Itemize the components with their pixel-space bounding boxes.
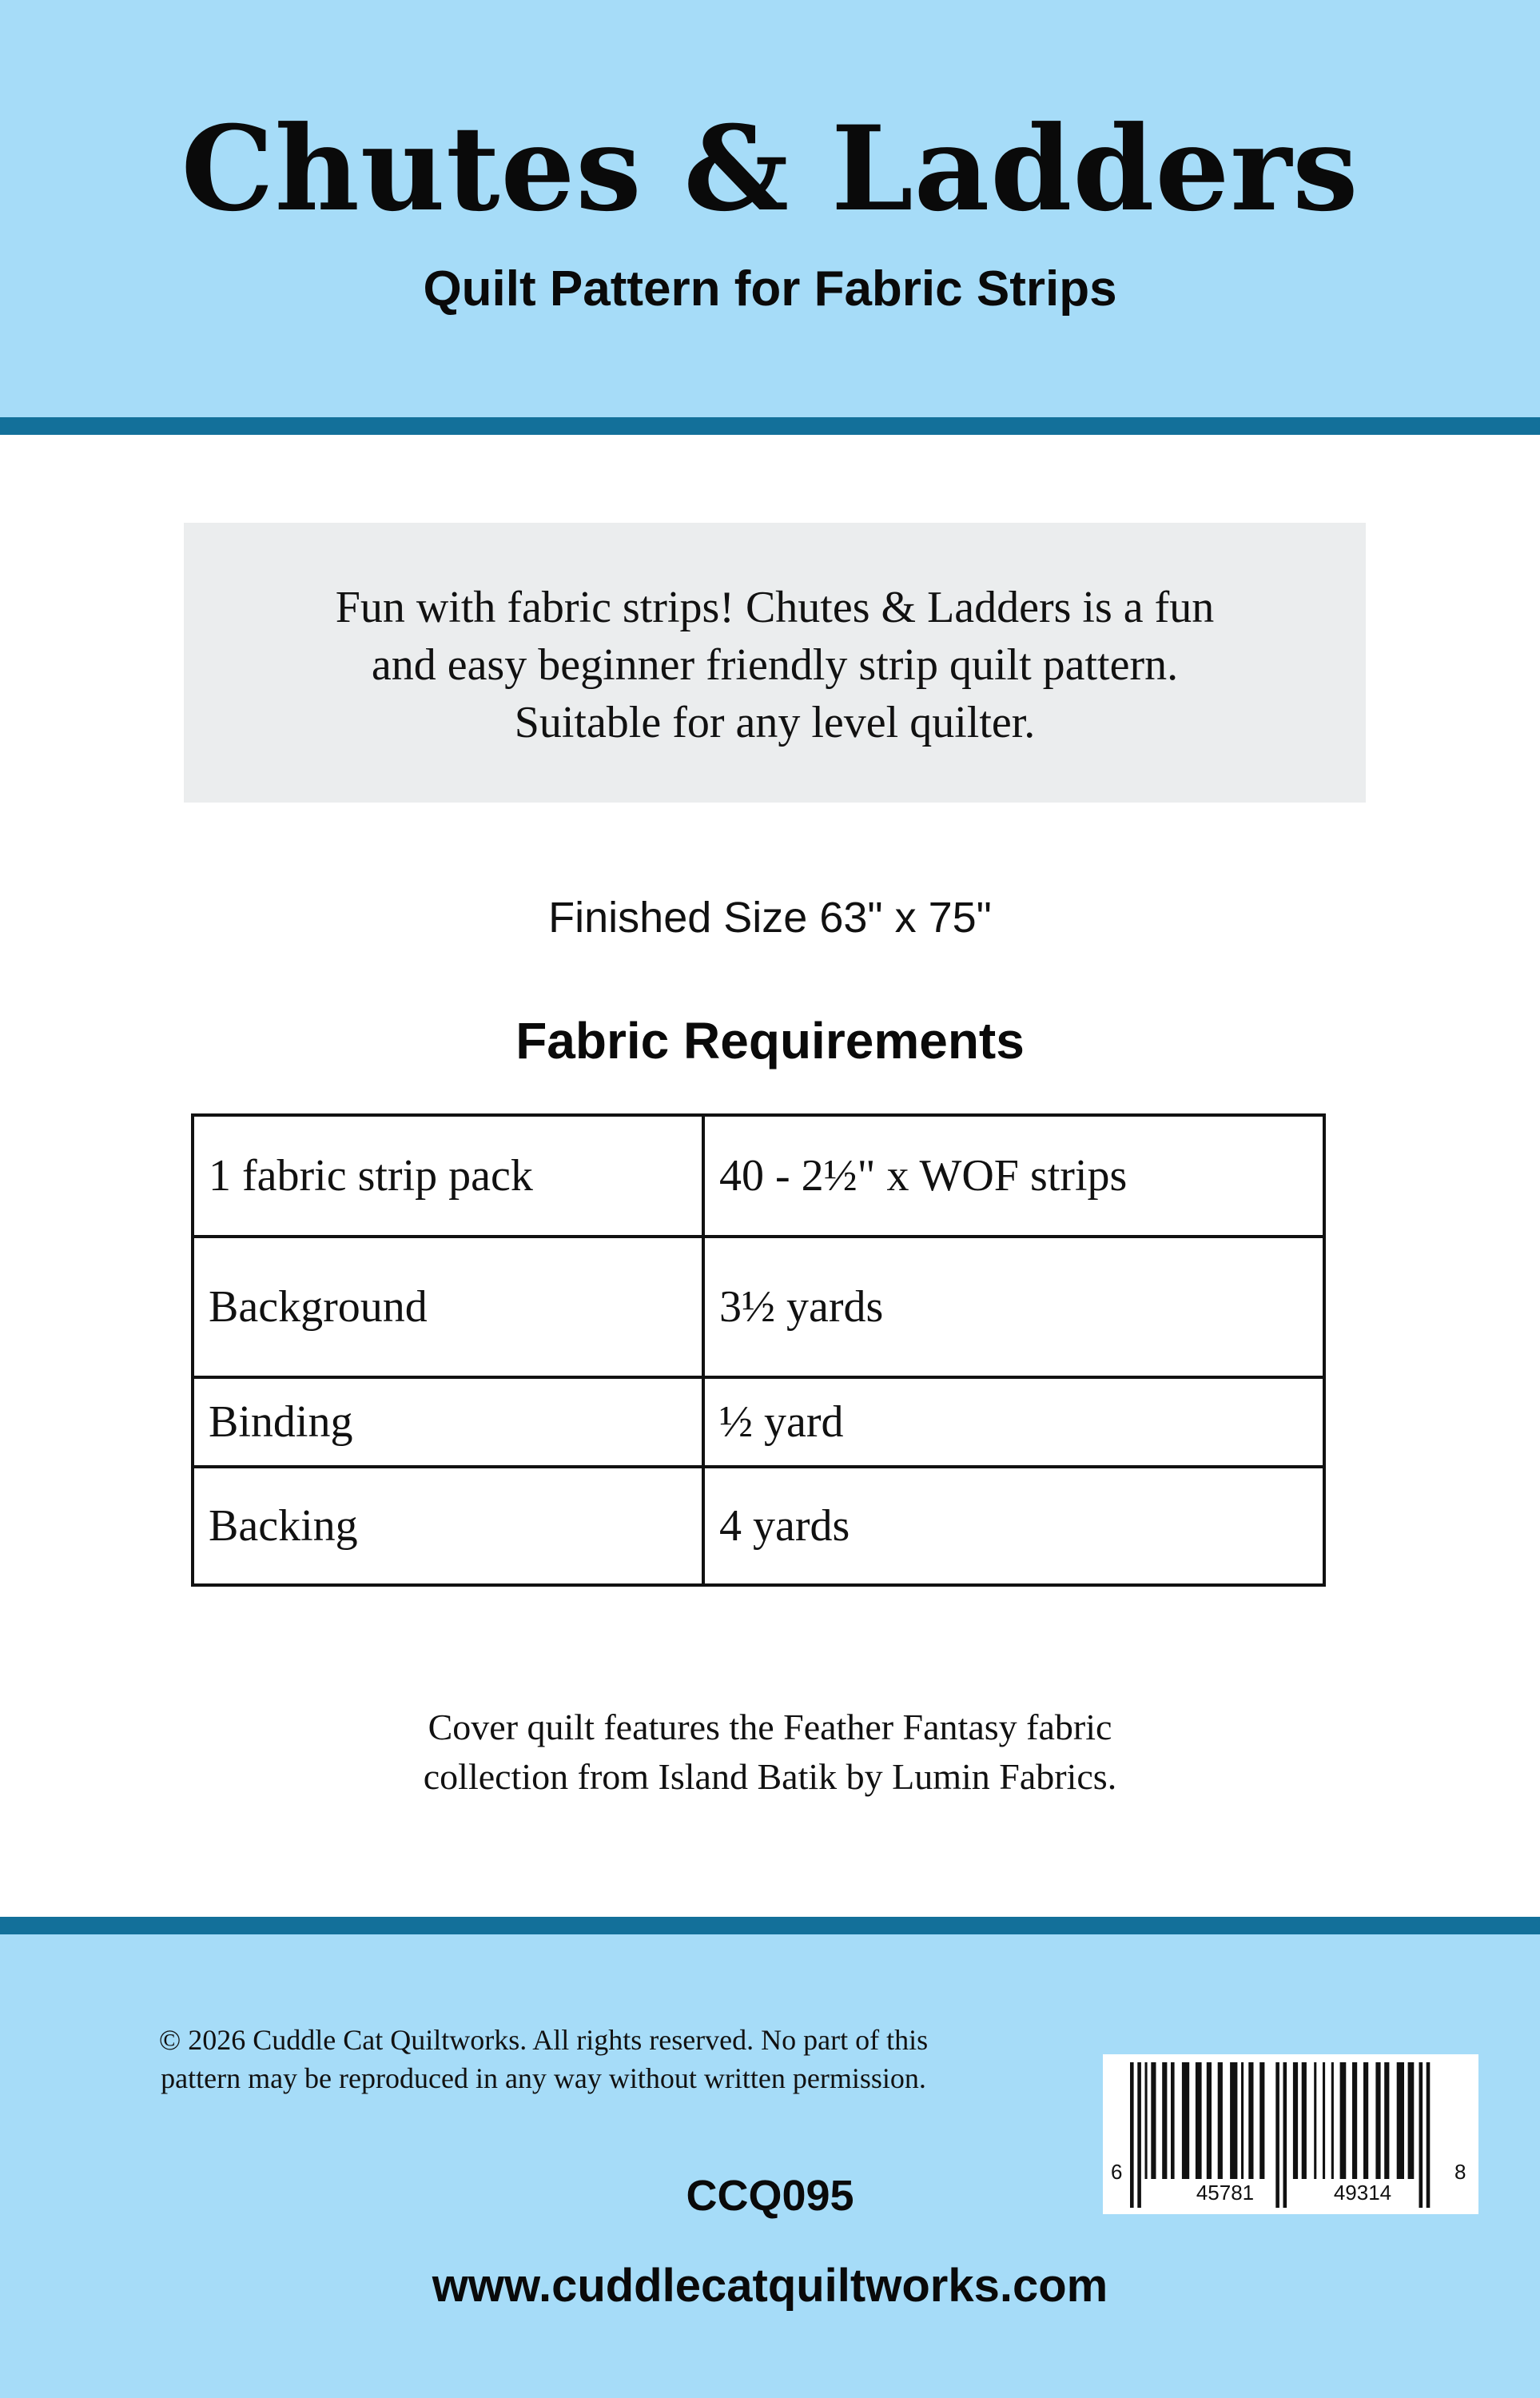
header-divider (0, 417, 1540, 435)
product-code: CCQ095 (686, 2172, 854, 2220)
intro-line: Fun with fabric strips! Chutes & Ladders is a fun (335, 583, 1215, 632)
intro-line: Suitable for any level quilter. (514, 698, 1036, 747)
table-cell-amount: 40 - 2½" x WOF strips (703, 1115, 1324, 1237)
table-cell-amount: 3½ yards (703, 1237, 1324, 1377)
credit-line: collection from Island Batik by Lumin Fabrics. (423, 1756, 1117, 1797)
barcode-bar (1340, 2062, 1347, 2179)
barcode-bar (1323, 2062, 1325, 2179)
barcode-right-digits: 49314 (1333, 2181, 1392, 2205)
table-row (193, 1237, 1324, 1377)
table-cell-item: Background (193, 1237, 703, 1377)
barcode-bar (1182, 2062, 1189, 2179)
page-subtitle: Quilt Pattern for Fabric Strips (423, 261, 1117, 317)
fabric-requirements-heading: Fabric Requirements (515, 1012, 1025, 1070)
barcode-bar (1302, 2062, 1307, 2179)
table-row (193, 1115, 1324, 1237)
table-row (193, 1467, 1324, 1585)
barcode-bar (1293, 2062, 1298, 2179)
credit-line: Cover quilt features the Feather Fantasy fabric (428, 1707, 1112, 1747)
intro-line: and easy beginner friendly strip quilt pattern. (371, 640, 1179, 690)
table-cell-amount: ½ yard (703, 1377, 1324, 1467)
barcode-bar (1171, 2062, 1175, 2179)
barcode-bar (1241, 2062, 1244, 2179)
barcode-bar (1230, 2062, 1237, 2179)
barcode-bar (1248, 2062, 1253, 2179)
barcode-bar (1331, 2062, 1334, 2179)
intro-box (184, 523, 1366, 803)
table-row (193, 1377, 1324, 1467)
barcode-bar (1408, 2062, 1415, 2179)
copyright-line: pattern may be reproduced in any way without written permission. (161, 2062, 926, 2094)
cover-credit (0, 1703, 1540, 1802)
barcode-bar (1151, 2062, 1156, 2179)
website-url: www.cuddlecatquiltworks.com (432, 2260, 1108, 2312)
intro-text (184, 579, 1366, 751)
header-band (0, 0, 1540, 417)
barcode-first-digit: 6 (1111, 2160, 1123, 2184)
copyright-notice (112, 2021, 975, 2097)
barcode-bar (1363, 2062, 1368, 2179)
table-cell-amount: 4 yards (703, 1467, 1324, 1585)
barcode-bar (1207, 2062, 1212, 2179)
barcode-bar (1145, 2062, 1148, 2179)
barcode-bar (1375, 2062, 1380, 2179)
barcode-bar (1196, 2062, 1202, 2179)
barcode-last-digit: 8 (1454, 2160, 1466, 2184)
barcode-bar (1352, 2062, 1357, 2179)
table-cell-item: Binding (193, 1377, 703, 1467)
fabric-requirements-table (191, 1113, 1326, 1587)
barcode-bar (1384, 2062, 1389, 2179)
barcode-left-digits: 45781 (1196, 2181, 1255, 2205)
barcode-bar (1162, 2062, 1167, 2179)
table-cell-item: Backing (193, 1467, 703, 1585)
barcode-bar (1397, 2062, 1404, 2179)
barcode-bar (1218, 2062, 1223, 2179)
table-cell-item: 1 fabric strip pack (193, 1115, 703, 1237)
page-title: Chutes & Ladders (181, 101, 1359, 237)
copyright-line: © 2026 Cuddle Cat Quiltworks. All rights reserved. No part of this (158, 2024, 929, 2056)
barcode-bar (1314, 2062, 1316, 2179)
finished-size: Finished Size 63" x 75" (548, 894, 992, 942)
footer-divider (0, 1917, 1540, 1934)
barcode-bar (1259, 2062, 1264, 2179)
